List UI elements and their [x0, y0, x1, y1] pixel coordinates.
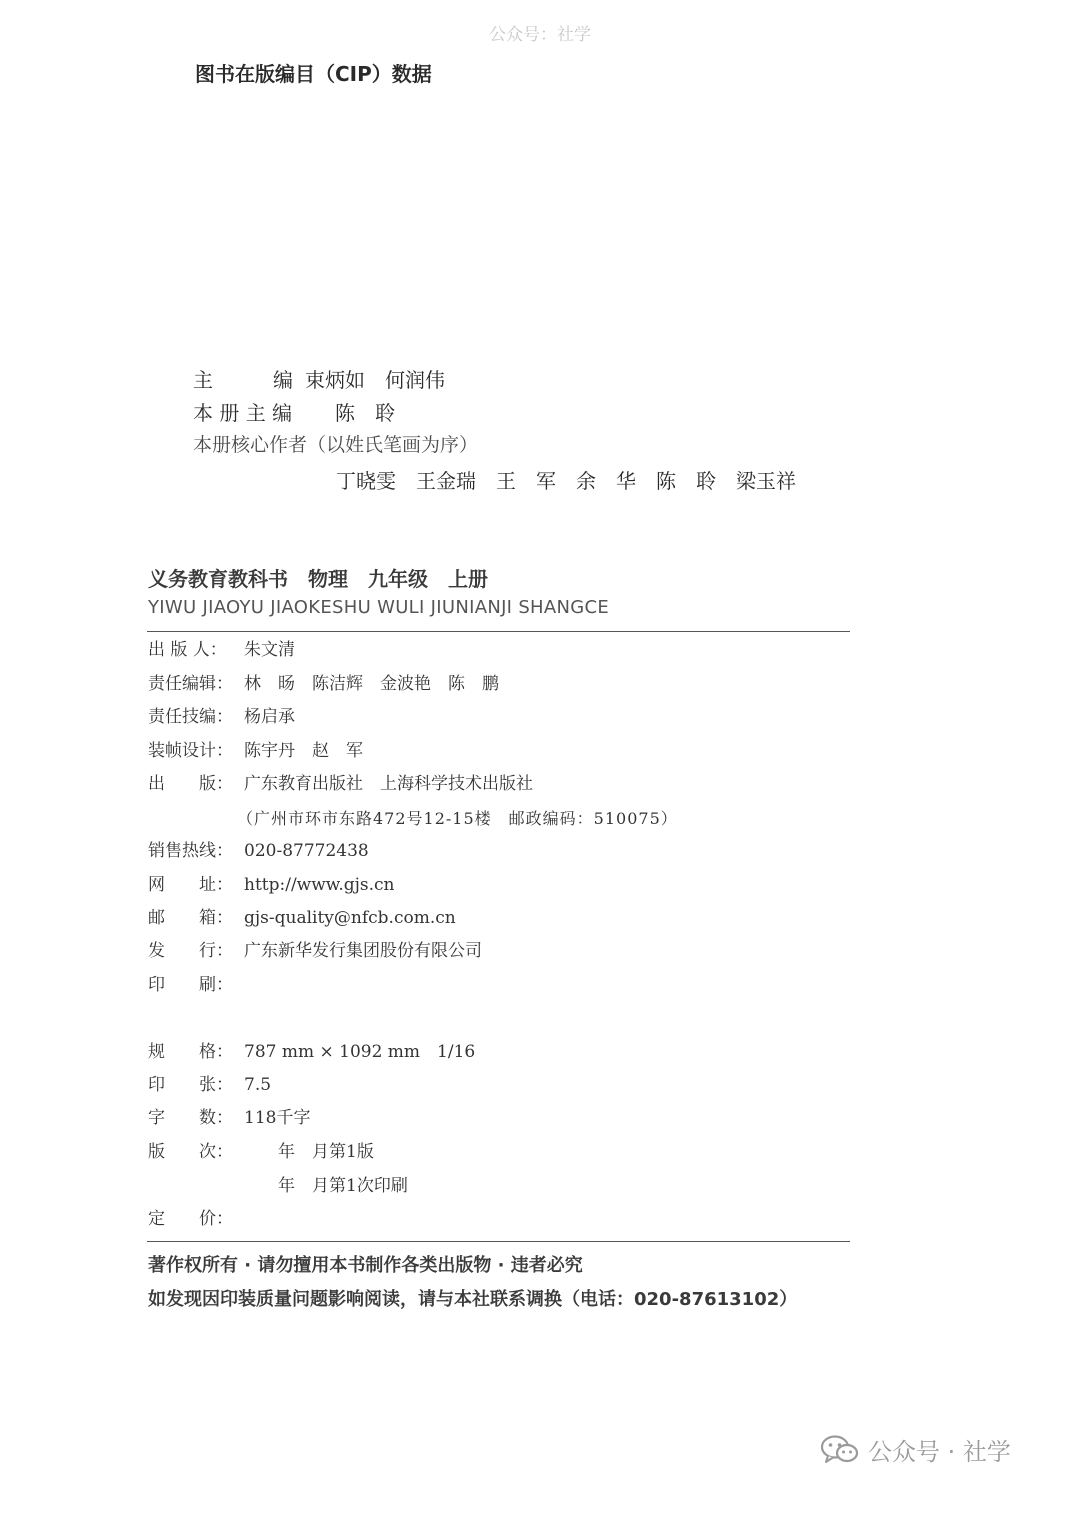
- design-row: [148, 739, 363, 763]
- row-value: 朱文清: [244, 640, 295, 660]
- row-label: 印 刷：: [148, 975, 233, 995]
- chief-editor-label: 主 编: [193, 368, 293, 392]
- top-watermark: 公众号：社学: [489, 25, 591, 45]
- format-row: [148, 1040, 475, 1064]
- chief-editor-names: 束炳如 何润伟: [305, 368, 445, 392]
- row-value: 787 mm × 1092 mm 1/16: [244, 1042, 476, 1062]
- row-label: 出 版 人：: [148, 640, 227, 660]
- publisher-address: （广州市环市东路472号12-15楼 邮政编码：510075）: [237, 809, 678, 828]
- row-label: 规 格：: [148, 1042, 233, 1062]
- sheets-row: [148, 1073, 271, 1097]
- website-row: [148, 873, 394, 897]
- tech-editor-row: [148, 705, 295, 729]
- words-row: [148, 1106, 310, 1130]
- row-label: 责任技编：: [148, 707, 233, 727]
- row-value: gjs-quality@nfcb.com.cn: [244, 908, 456, 928]
- row-label: 销售热线：: [148, 841, 233, 861]
- row-label: 版 次：: [148, 1142, 233, 1162]
- volume-editor-name: 陈 聆: [335, 401, 395, 425]
- row-value: 杨启承: [244, 707, 295, 727]
- quality-notice: 如发现因印装质量问题影响阅读，请与本社联系调换（电话：020-87613102）: [148, 1289, 798, 1310]
- edition-row: [148, 1140, 374, 1164]
- row-value: http://www.gjs.cn: [244, 875, 395, 895]
- publisher-row: [148, 772, 533, 796]
- email-row: [148, 906, 456, 930]
- row-value: 020-87772438: [244, 841, 369, 861]
- bottom-watermark-text: 公众号 · 社学: [868, 1438, 1011, 1466]
- row-label: 定 价：: [148, 1209, 233, 1229]
- volume-editor-label: 本 册 主 编: [193, 401, 293, 425]
- core-authors-names: 丁晓雯 王金瑞 王 军 余 华 陈 聆 梁玉祥: [336, 469, 796, 493]
- row-label: 发 行：: [148, 941, 233, 961]
- series-pinyin: YIWU JIAOYU JIAOKESHU WULI JIUNIANJI SHANGCE: [148, 597, 610, 618]
- row-value: 陈宇丹 赵 军: [244, 741, 363, 761]
- row-value: 7.5: [244, 1075, 272, 1095]
- printer-row: [148, 973, 244, 997]
- cip-heading: 图书在版编目（CIP）数据: [195, 62, 432, 86]
- row-label: 邮 箱：: [148, 908, 233, 928]
- editors-row: [148, 672, 499, 696]
- bottom-watermark: [820, 1432, 1011, 1467]
- row-label: 字 数：: [148, 1108, 233, 1128]
- core-authors-label: 本册核心作者（以姓氏笔画为序）: [193, 434, 479, 456]
- row-value: 年 月第1版: [244, 1142, 374, 1162]
- wechat-icon: [820, 1434, 860, 1466]
- publisher-person-row: [148, 638, 295, 662]
- footer-divider: [147, 1241, 850, 1242]
- chief-editor-line: [193, 364, 445, 393]
- row-value: 年 月第1次印刷: [244, 1176, 408, 1196]
- copyright-notice: 著作权所有 · 请勿擅用本书制作各类出版物 · 违者必究: [148, 1255, 583, 1276]
- volume-editor-line: [193, 397, 395, 426]
- distributor-row: [148, 939, 482, 963]
- row-label: 责任编辑：: [148, 674, 233, 694]
- hotline-row: [148, 839, 369, 863]
- row-label: 装帧设计：: [148, 741, 233, 761]
- row-label: 出 版：: [148, 774, 233, 794]
- row-label: 网 址：: [148, 875, 233, 895]
- row-value: 广东新华发行集团股份有限公司: [244, 941, 482, 961]
- row-value: 118千字: [244, 1108, 311, 1128]
- row-value: 广东教育出版社 上海科学技术出版社: [244, 774, 533, 794]
- row-label: 印 张：: [148, 1075, 233, 1095]
- header-divider: [147, 631, 850, 632]
- row-value: 林 旸 陈洁辉 金波艳 陈 鹏: [244, 674, 499, 694]
- printing-row: [244, 1174, 408, 1198]
- price-row: [148, 1207, 244, 1231]
- series-title: 义务教育教科书 物理 九年级 上册: [148, 567, 488, 591]
